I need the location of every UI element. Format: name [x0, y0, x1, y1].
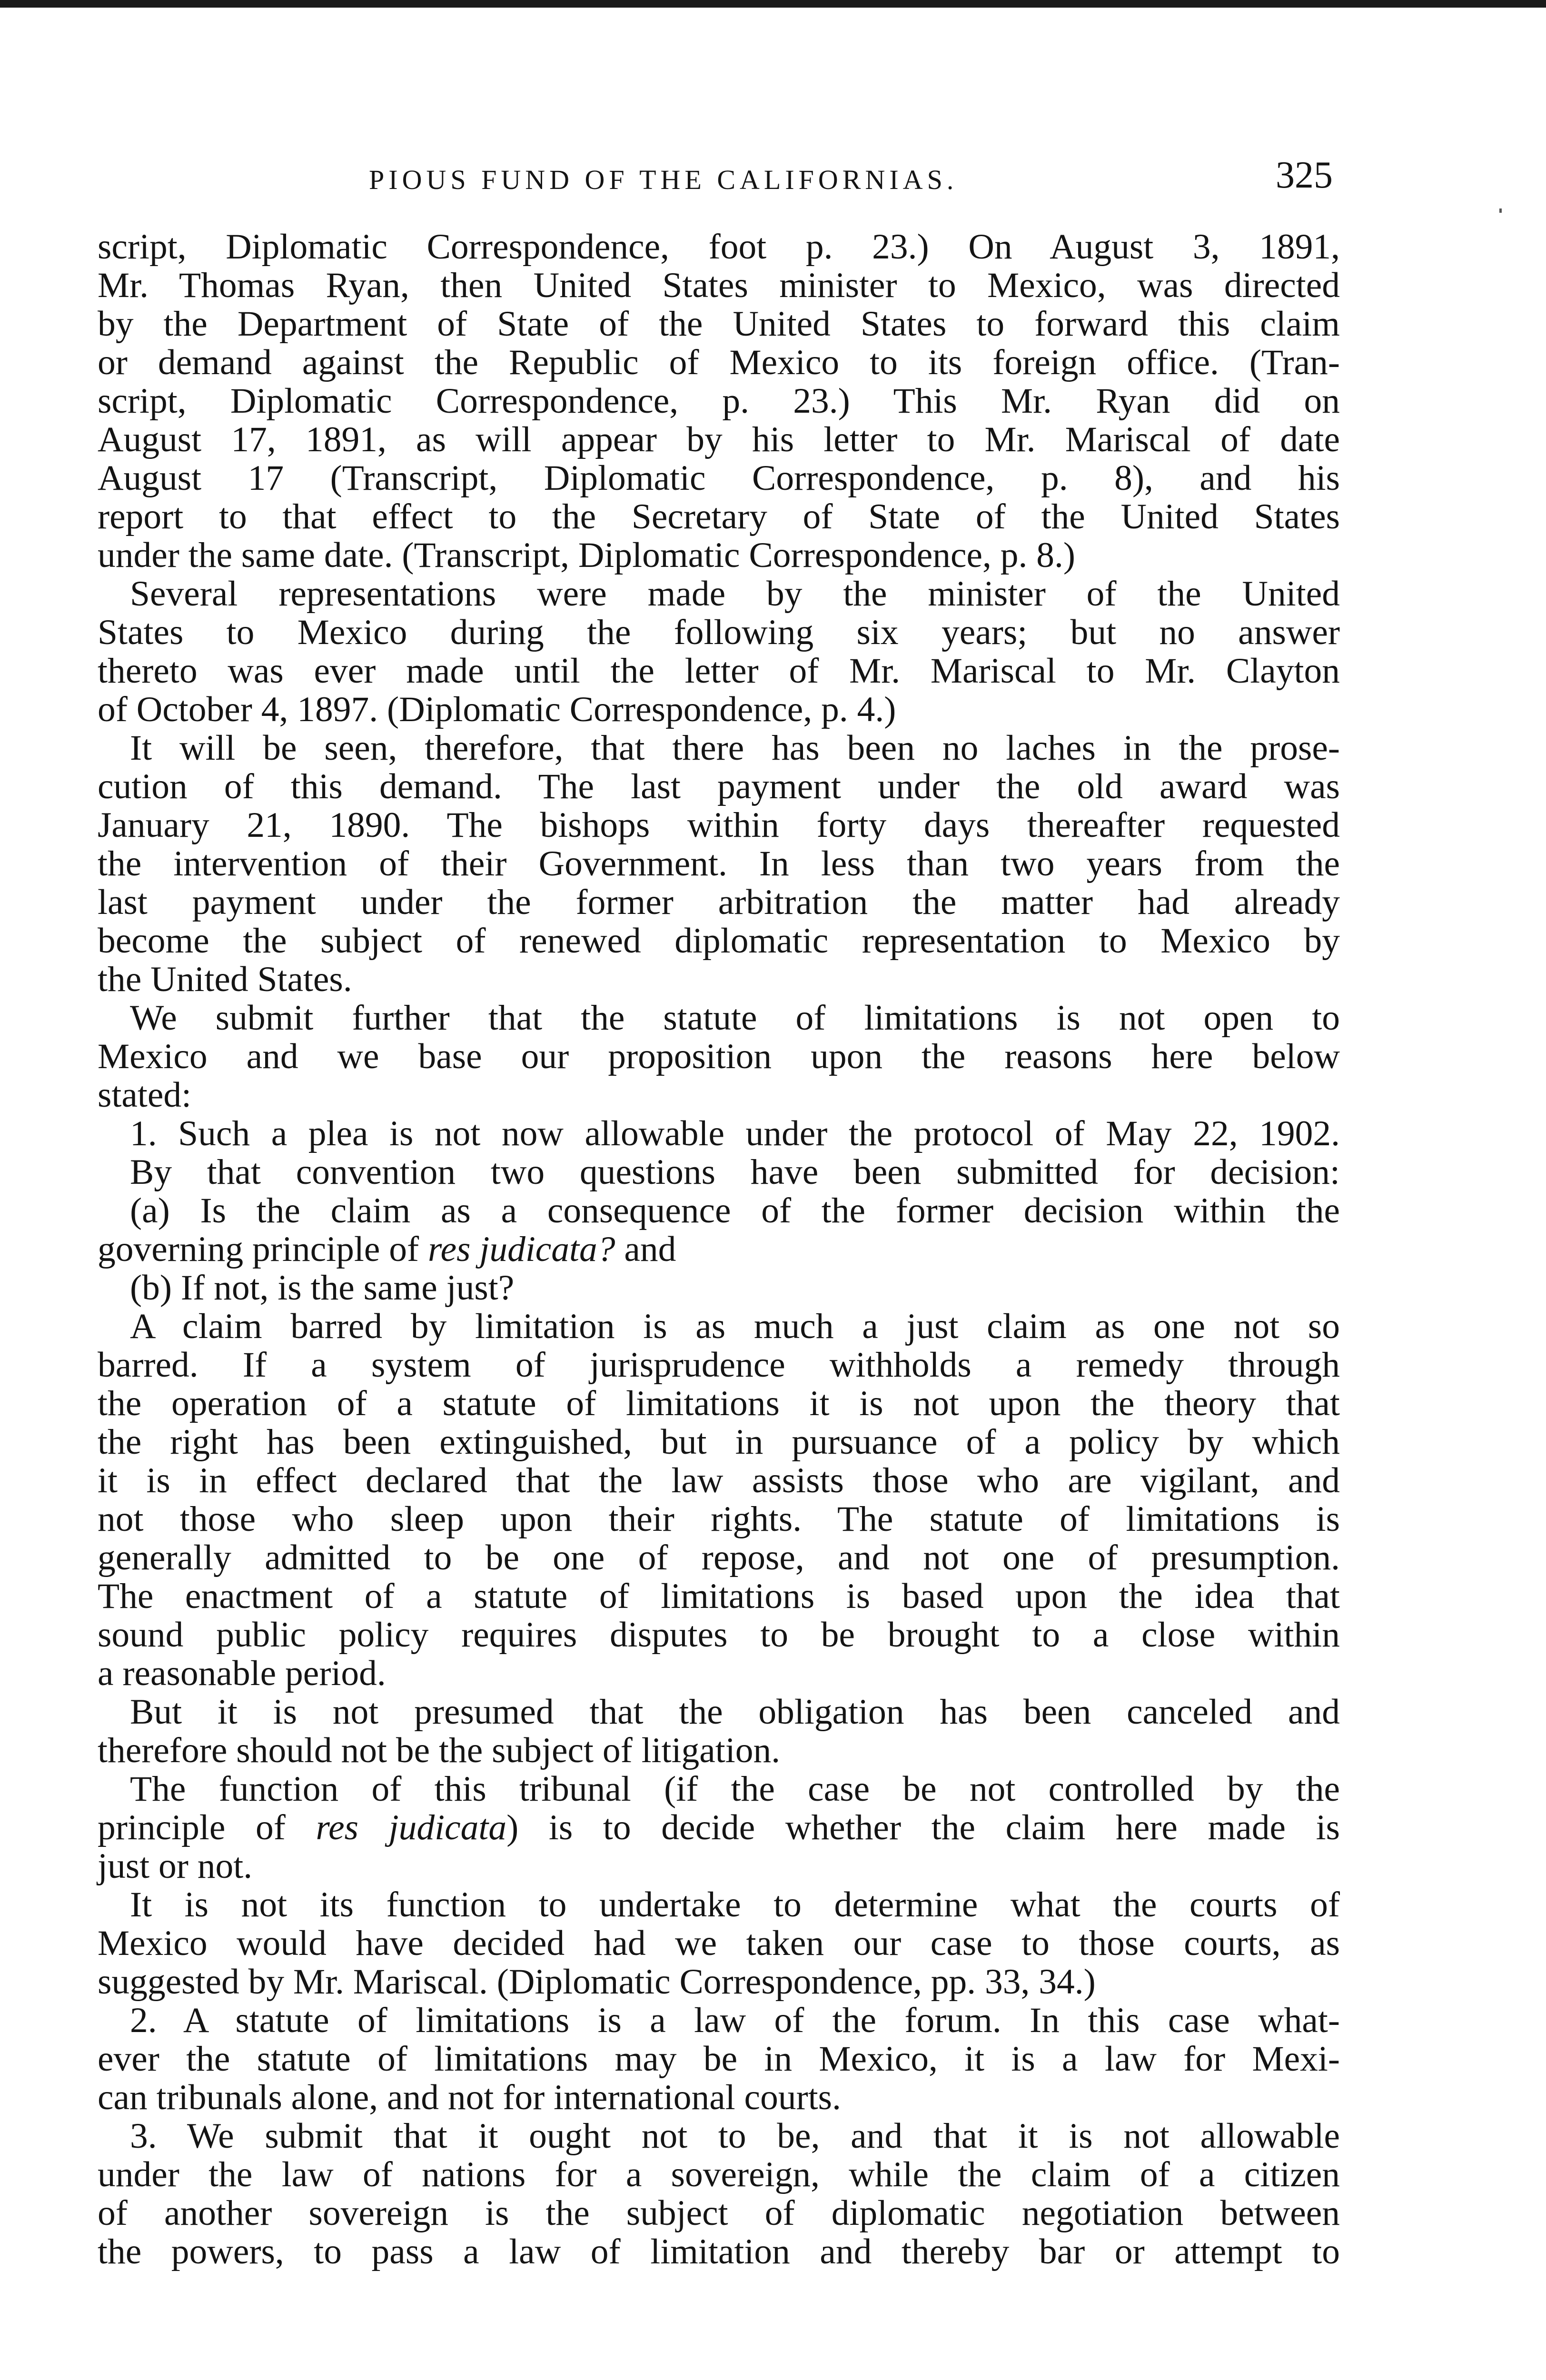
text-line: last payment under the former arbitration the matter had already	[98, 883, 1340, 922]
text-line: it is in effect declared that the law assists those who are vigilant, and	[98, 1461, 1340, 1500]
text-line: the intervention of their Government. In less than two years from the	[98, 844, 1340, 883]
text-line: The enactment of a statute of limitations is based upon the idea that	[98, 1577, 1340, 1616]
text-line: Mexico and we base our proposition upon the reasons here below	[98, 1037, 1340, 1076]
text-line: of October 4, 1897. (Diplomatic Correspondence, p. 4.)	[98, 690, 896, 729]
text-line: the operation of a statute of limitations it is not upon the theory that	[98, 1384, 1340, 1423]
text-line: of another sovereign is the subject of diplomatic negotiation between	[98, 2193, 1340, 2233]
italic-term: res judicata	[316, 1808, 507, 1847]
text-line: can tribunals alone, and not for international courts.	[98, 2078, 841, 2117]
text-line: It is not its function to undertake to determine what the courts of	[130, 1885, 1340, 1924]
running-title: PIOUS FUND OF THE CALIFORNIAS.	[369, 164, 958, 195]
text-line: States to Mexico during the following six years; but no answer	[98, 613, 1340, 652]
text-line: generally admitted to be one of repose, and not one of presumption.	[98, 1538, 1340, 1577]
text-fragment: principle of	[98, 1808, 286, 1847]
text-line: A claim barred by limitation is as much a just claim as one not so	[130, 1307, 1340, 1346]
text-line: under the same date. (Transcript, Diplomatic Correspondence, p. 8.)	[98, 536, 1076, 575]
text-line: a reasonable period.	[98, 1654, 386, 1693]
text-line: the powers, to pass a law of limitation and thereby bar or attempt to	[98, 2232, 1340, 2271]
text-line: The function of this tribunal (if the case be not controlled by the	[130, 1769, 1340, 1809]
text-line: (b) If not, is the same just?	[130, 1268, 515, 1308]
text-line: 2. A statute of limitations is a law of the forum. In this case what-	[130, 2001, 1340, 2040]
text-line	[98, 1808, 1340, 1847]
text-line: sound public policy requires disputes to be brought to a close within	[98, 1615, 1340, 1655]
page-number: 325	[1276, 154, 1333, 196]
body-text	[98, 228, 1340, 2271]
text-line: become the subject of renewed diplomatic representation to Mexico by	[98, 921, 1340, 961]
text-line: thereto was ever made until the letter of Mr. Mariscal to Mr. Clayton	[98, 651, 1340, 691]
text-line: By that convention two questions have been submitted for decision:	[130, 1152, 1340, 1192]
italic-term: res judicata?	[428, 1230, 615, 1269]
text-line: therefore should not be the subject of litigation.	[98, 1731, 781, 1770]
text-fragment: and	[624, 1230, 676, 1269]
text-line: 1. Such a plea is not now allowable under the protocol of May 22, 1902.	[130, 1114, 1340, 1153]
text-line: Mexico would have decided had we taken our case to those courts, as	[98, 1924, 1340, 1963]
text-line: Several representations were made by the minister of the United	[130, 574, 1340, 614]
text-line: We submit further that the statute of limitations is not open to	[130, 998, 1340, 1038]
text-line: script, Diplomatic Correspondence, foot p. 23.) On August 3, 1891,	[98, 227, 1340, 267]
text-line: Mr. Thomas Ryan, then United States minister to Mexico, was directed	[98, 266, 1340, 305]
text-line: script, Diplomatic Correspondence, p. 23.) This Mr. Ryan did on	[98, 381, 1340, 421]
text-line: by the Department of State of the United States to forward this claim	[98, 304, 1340, 344]
text-line: the right has been extinguished, but in pursuance of a policy by which	[98, 1422, 1340, 1462]
text-line: or demand against the Republic of Mexico to its foreign office. (Tran-	[98, 343, 1340, 382]
text-line: not those who sleep upon their rights. The statute of limitations is	[98, 1499, 1340, 1539]
margin-speck	[1499, 208, 1502, 213]
text-line: under the law of nations for a sovereign, while the claim of a citizen	[98, 2155, 1340, 2194]
text-line: But it is not presumed that the obligation has been canceled and	[130, 1692, 1340, 1732]
text-line: (a) Is the claim as a consequence of the former decision within the	[130, 1191, 1340, 1230]
top-border-rule	[0, 0, 1546, 8]
text-line: the United States.	[98, 960, 352, 999]
text-line: cution of this demand. The last payment under the old award was	[98, 767, 1340, 806]
text-line: stated:	[98, 1075, 192, 1115]
text-line: report to that effect to the Secretary of State of the United States	[98, 497, 1340, 536]
text-line: August 17, 1891, as will appear by his letter to Mr. Mariscal of date	[98, 420, 1340, 459]
text-line: 3. We submit that it ought not to be, and that it is not allowable	[130, 2116, 1340, 2156]
text-line: August 17 (Transcript, Diplomatic Correspondence, p. 8), and his	[98, 458, 1340, 498]
text-line: January 21, 1890. The bishops within forty days thereafter requested	[98, 805, 1340, 845]
text-line: just or not.	[98, 1846, 253, 1886]
text-line: suggested by Mr. Mariscal. (Diplomatic Correspondence, pp. 33, 34.)	[98, 1962, 1096, 2002]
text-fragment: ) is to decide whether the claim here made is	[506, 1808, 1340, 1847]
running-header	[95, 151, 1342, 204]
text-fragment: governing principle of	[98, 1230, 419, 1269]
text-line	[98, 1230, 1340, 1269]
text-line: barred. If a system of jurisprudence withholds a remedy through	[98, 1345, 1340, 1385]
text-line: ever the statute of limitations may be in Mexico, it is a law for Mexi-	[98, 2039, 1340, 2079]
text-line: It will be seen, therefore, that there has been no laches in the prose-	[130, 728, 1340, 768]
